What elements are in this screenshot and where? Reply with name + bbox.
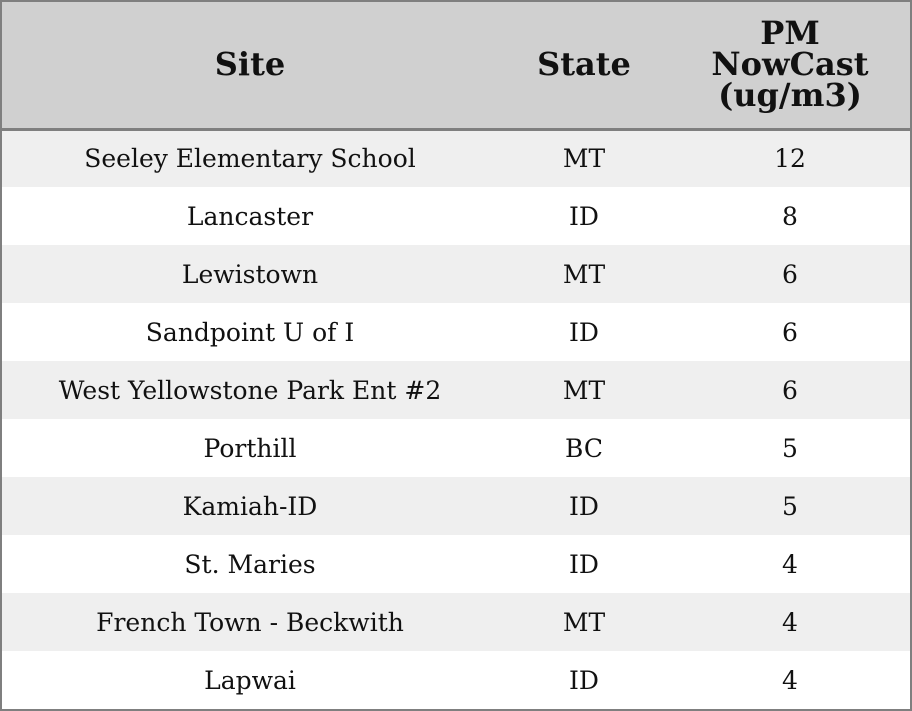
table-row bbox=[2, 651, 910, 709]
header-row bbox=[2, 2, 910, 129]
pm-cell: 5 bbox=[782, 491, 798, 521]
state-cell: MT bbox=[562, 144, 606, 174]
table-row bbox=[2, 245, 910, 303]
pm-cell: 12 bbox=[774, 144, 806, 174]
header-site bbox=[2, 2, 498, 129]
state-cell: BC bbox=[565, 433, 603, 463]
state-cell: ID bbox=[569, 491, 599, 521]
site-cell: Porthill bbox=[203, 433, 297, 463]
pm-nowcast-table bbox=[2, 2, 910, 709]
table-row bbox=[2, 535, 910, 593]
table-row bbox=[2, 187, 910, 245]
table-row bbox=[2, 419, 910, 477]
site-cell: West Yellowstone Park Ent #2 bbox=[58, 375, 442, 405]
state-cell: MT bbox=[562, 375, 606, 405]
pm-cell: 6 bbox=[782, 317, 798, 347]
pm-cell: 4 bbox=[782, 549, 798, 579]
table-body bbox=[2, 129, 910, 709]
table-row bbox=[2, 593, 910, 651]
header-pm-line-3: (ug/m3) bbox=[718, 76, 862, 115]
state-cell: ID bbox=[569, 665, 599, 695]
site-cell: Sandpoint U of I bbox=[145, 317, 355, 347]
state-cell: ID bbox=[569, 317, 599, 347]
site-cell: Lancaster bbox=[186, 201, 314, 231]
pm-cell: 6 bbox=[782, 259, 798, 289]
pm-cell: 6 bbox=[782, 375, 798, 405]
header-pm-line-2: NowCast bbox=[711, 45, 869, 84]
table-header bbox=[2, 2, 910, 129]
pm-cell: 5 bbox=[782, 433, 798, 463]
state-cell: MT bbox=[562, 607, 606, 637]
pm-cell: 4 bbox=[782, 607, 798, 637]
header-state-label: State bbox=[537, 45, 631, 84]
site-cell: Kamiah-ID bbox=[182, 491, 318, 521]
table-row bbox=[2, 303, 910, 361]
site-cell: French Town - Beckwith bbox=[96, 607, 404, 637]
table-row bbox=[2, 129, 910, 187]
table-row bbox=[2, 361, 910, 419]
table-row bbox=[2, 477, 910, 535]
site-cell: Lapwai bbox=[204, 665, 296, 695]
site-cell: Seeley Elementary School bbox=[84, 144, 416, 174]
header-pm-line-1: PM bbox=[760, 14, 820, 53]
state-cell: MT bbox=[562, 259, 606, 289]
pm-cell: 8 bbox=[782, 201, 798, 231]
header-site-label: Site bbox=[214, 45, 286, 84]
header-state bbox=[498, 2, 670, 129]
site-cell: St. Maries bbox=[184, 549, 316, 579]
header-pm-nowcast bbox=[670, 2, 910, 129]
pm-cell: 4 bbox=[782, 665, 798, 695]
site-cell: Lewistown bbox=[181, 259, 319, 289]
state-cell: ID bbox=[569, 201, 599, 231]
state-cell: ID bbox=[569, 549, 599, 579]
